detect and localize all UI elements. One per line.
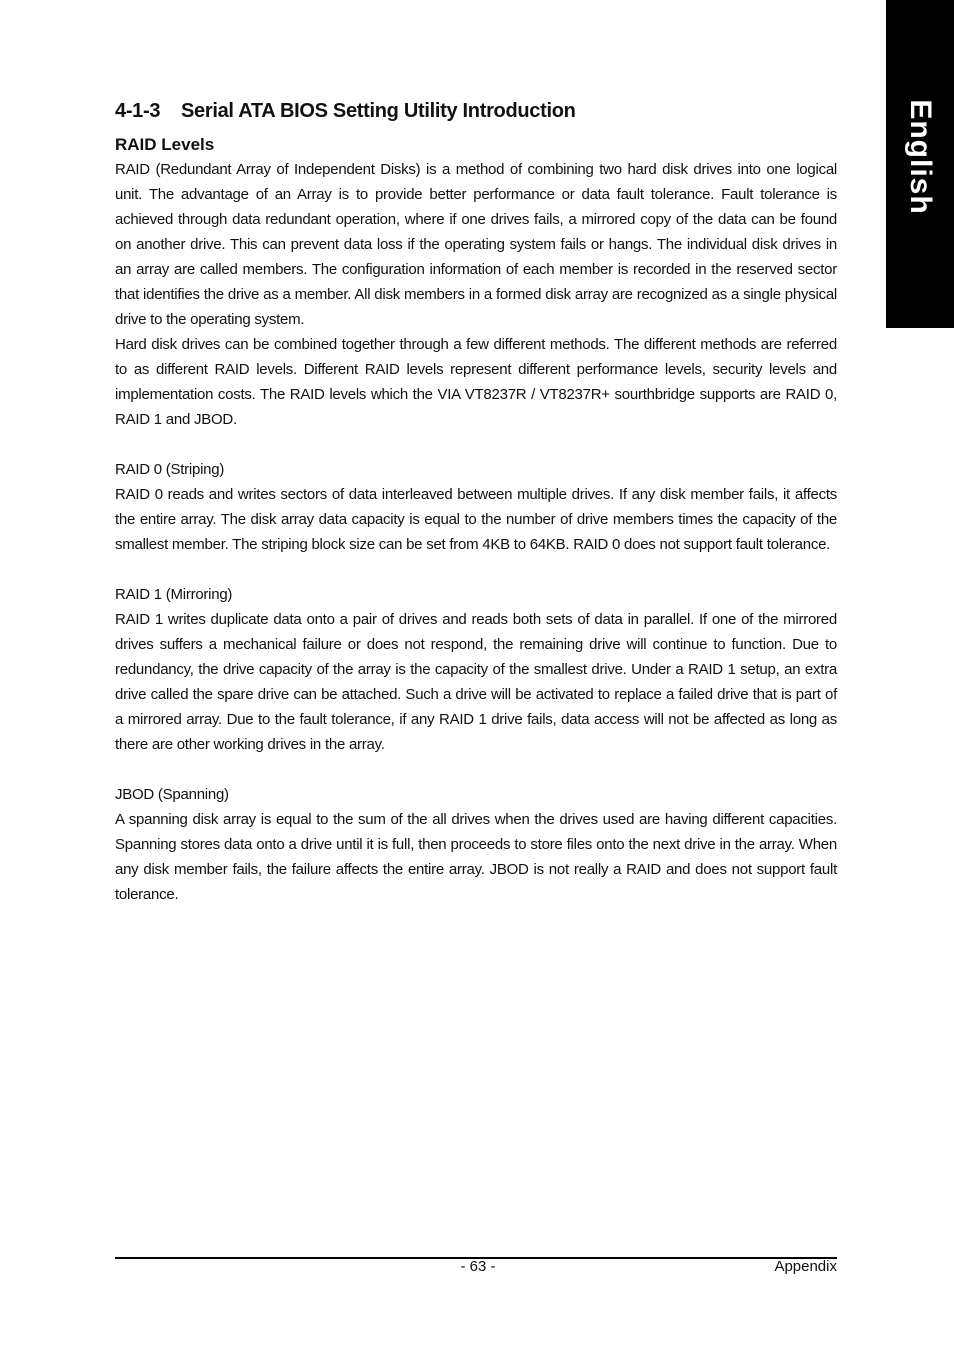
language-tab-label: English xyxy=(904,99,937,215)
footer-section-name: Appendix xyxy=(774,1258,837,1275)
language-tab xyxy=(886,0,954,328)
page-content xyxy=(115,96,837,907)
page-number: - 63 - xyxy=(460,1258,496,1275)
raid-levels-heading: RAID Levels xyxy=(115,135,215,154)
spacer xyxy=(115,557,837,582)
raid1-title: RAID 1 (Mirroring) xyxy=(115,586,233,603)
intro-paragraph-1: RAID (Redundant Array of Independent Disks) is a method of combining two hard disk drives into one logical unit. The advantage of an Array is to provide better performance or data fault tolerance. Fault tolerance is achieved through data redundant operation, where if one drives fails, a mirrored copy of the data can be found on another drive. This can prevent data loss if the operating system fails or hangs. The individual disk drives in an array are called members. The configuration information of each member is recorded in the reserved sector that identifies the drive as a member. All disk members in a formed disk array are recognized as a single physical drive to the operating system. xyxy=(115,161,837,328)
raid0-body: RAID 0 reads and writes sectors of data interleaved between multiple drives. If any disk member fails, it affects the entire array. The disk array data capacity is equal to the number of drive members times the capacity of the smallest member. The striping block size can be set from 4KB to 64KB. RAID 0 does not support fault tolerance. xyxy=(115,486,837,553)
jbod-title: JBOD (Spanning) xyxy=(115,786,229,803)
raid1-body: RAID 1 writes duplicate data onto a pair of drives and reads both sets of data in parallel. If one of the mirrored drives suffers a mechanical failure or does not respond, the remaining drive will continue to function. Due to redundancy, the drive capacity of the array is the capacity of the smallest drive. Under a RAID 1 setup, an extra drive called the spare drive can be attached. Such a drive will be activated to replace a failed drive that is part of a mirrored array. Due to the fault tolerance, if any RAID 1 drive fails, data access will not be affected as long as there are other working drives in the array. xyxy=(115,611,837,753)
spacer xyxy=(115,757,837,782)
raid0-title: RAID 0 (Striping) xyxy=(115,461,225,478)
section-heading xyxy=(115,96,837,126)
jbod-body: A spanning disk array is equal to the sum of the all drives when the drives used are having different capacities. Spanning stores data onto a drive until it is full, then proceeds to store files onto the next drive in the array. When any disk member fails, the failure affects the entire array. JBOD is not really a RAID and does not support fault tolerance. xyxy=(115,811,837,903)
spacer xyxy=(115,432,837,457)
section-title: Serial ATA BIOS Setting Utility Introduction xyxy=(181,100,576,122)
intro-paragraph-2: Hard disk drives can be combined together through a few different methods. The different methods are referred to as different RAID levels. Different RAID levels represent different performance levels, security levels and implementation costs. The RAID levels which the VIA VT8237R / VT8237R+ sourthbridge supports are RAID 0, RAID 1 and JBOD. xyxy=(115,336,837,428)
section-number: 4-1-3 xyxy=(115,100,161,122)
